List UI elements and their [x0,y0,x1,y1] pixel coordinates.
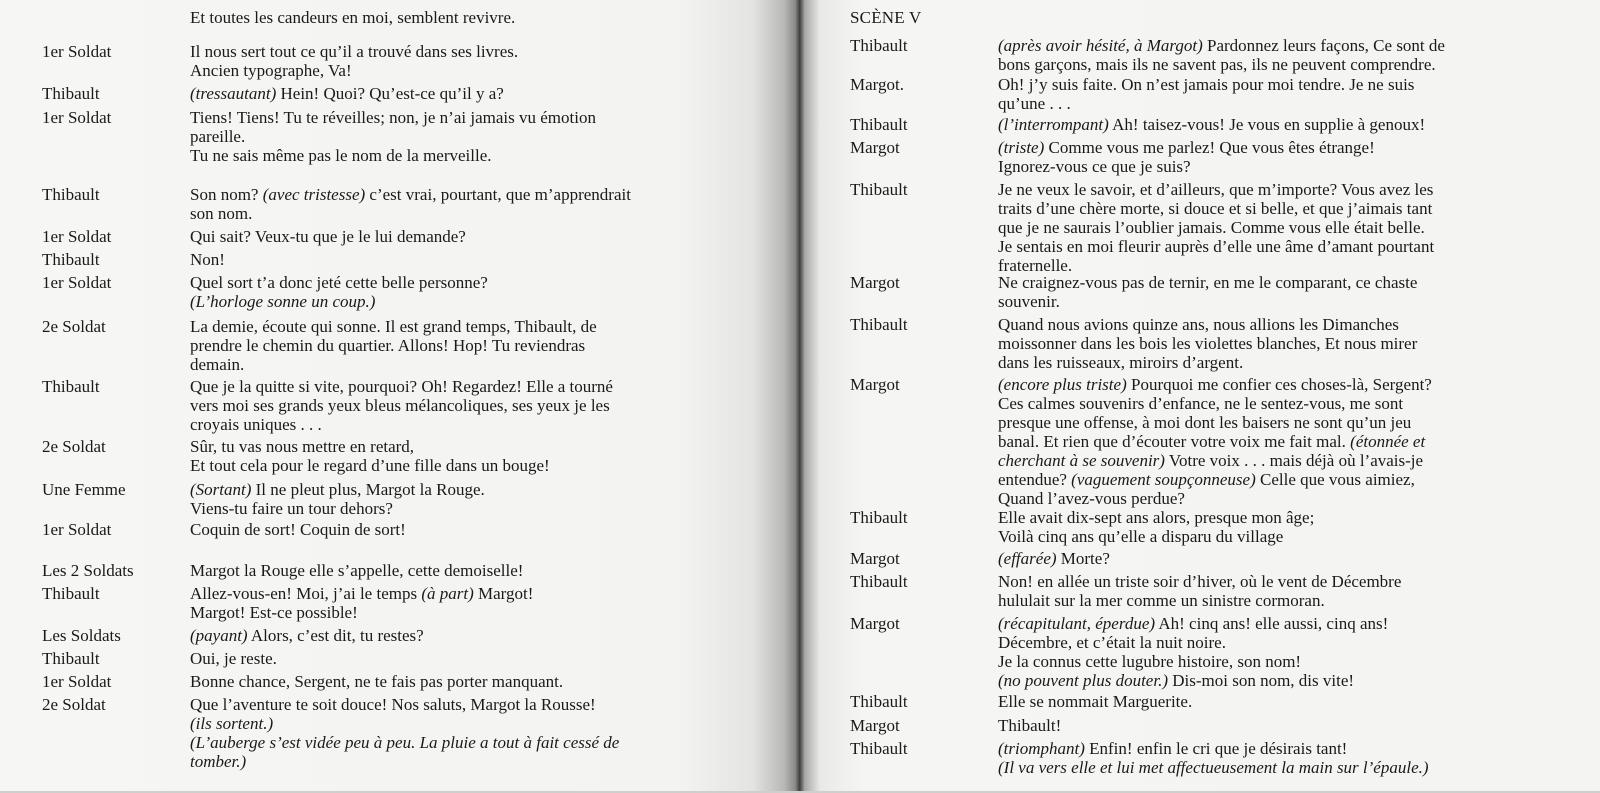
speaker-name: Margot [850,614,900,633]
spoken-text: Que l’aventure te soit douce! Nos saluts, Margot la Rousse! [190,695,596,714]
speaker-name: Thibault [850,115,908,134]
speaker-name: Thibault [42,84,100,103]
stage-direction: (l’interrompant) [998,115,1109,134]
speech-text [998,75,1538,113]
speaker-name: Une Femme [42,480,126,499]
speech-text [998,36,1538,74]
spoken-text: Ne craignez-vous pas de ternir, en me le comparant, ce chaste souvenir. [998,273,1418,311]
speaker-name: Thibault [850,739,908,758]
speech-text [190,649,750,668]
speaker-name: Margot. [850,75,904,94]
spoken-text: Margot la Rouge elle s’appelle, cette demoiselle! [190,561,524,580]
spoken-text: Dis-moi son nom, dis vite! [1167,671,1355,690]
spoken-text: Margot! Margot! Est-ce possible! [190,584,534,622]
spoken-text: Il nous sert tout ce qu’il a trouvé dans ses livres. Ancien typographe, Va! [190,42,519,80]
speaker-name: Thibault [42,584,100,603]
spoken-text: Son nom? [190,185,263,204]
spoken-text: Thibault! [998,716,1062,735]
speaker-name: Margot [850,549,900,568]
speech-text [190,437,750,475]
speech-text [190,561,750,580]
speaker-name: Thibault [850,36,908,55]
stage-direction: (triste) [998,138,1045,157]
stage-direction: (payant) [190,626,248,645]
spoken-text: Elle se nommait Marguerite. [998,692,1193,711]
speech-text [190,108,750,165]
spoken-text: Ah! cinq ans! elle aussi, cinq ans! Décembre, et c’était la nuit noire. Je la connus cette lugubre histoire, son nom! [998,614,1389,671]
spoken-text: Ah! taisez-vous! Je vous en supplie à genoux! [1108,115,1426,134]
speaker-name: Thibault [42,250,100,269]
stage-direction: (L’horloge sonne un coup.) [190,292,376,311]
speech-text [190,227,750,246]
stage-direction: (récapitulant, éperdue) [998,614,1156,633]
stage-direction: (étonnée et cherchant à se souvenir) [998,432,1426,470]
spoken-text: Alors, c’est dit, tu restes? [247,626,424,645]
speech-text [190,584,750,622]
stage-direction: (ils sortent.) (L’auberge s’est vidée peu à peu. La pluie a tout à fait cessé de tomber.) [190,714,620,771]
speech-text [998,692,1538,711]
spoken-text: Oui, je reste. [190,649,277,668]
speaker-name: Thibault [42,377,100,396]
spoken-text: Enfin! enfin le cri que je désirais tant! [1089,739,1348,758]
speaker-name: 1er Soldat [42,227,112,246]
speech-text [998,375,1538,508]
speaker-name: Thibault [42,649,100,668]
speech-text [190,672,750,691]
spoken-text: Bonne chance, Sergent, ne te fais pas porter manquant. [190,672,564,691]
spoken-text: Votre voix . . . mais déjà où l’avais-je entendue? [998,451,1424,489]
stage-direction: (effarée) [998,549,1057,568]
spoken-text: La demie, écoute qui sonne. Il est grand temps, Thibault, de prendre le chemin du quartier. Allons! Hop! Tu reviendras demain. [190,317,597,374]
speech-text [190,695,750,771]
speech-text [190,8,750,27]
speaker-name: Thibault [850,692,908,711]
speech-text [998,180,1538,275]
speaker-name: Margot [850,716,900,735]
speaker-name: Thibault [850,180,908,199]
speech-text [998,549,1538,568]
speaker-name: 1er Soldat [42,672,112,691]
scene-heading: SCÈNE V [850,8,922,27]
speech-text [998,614,1538,690]
speech-text [998,716,1538,735]
speaker-name: Thibault [850,572,908,591]
stage-direction: (avec tristesse) [262,185,366,204]
spoken-text: Pardonnez leurs façons, Ce sont de bons garçons, mais ils ne savent pas, ils ne peuvent comprendre. [998,36,1445,74]
spoken-text: Coquin de sort! Coquin de sort! [190,520,406,539]
speech-text [998,572,1538,610]
spoken-text: Il ne pleut plus, Margot la Rouge. Viens-tu faire un tour dehors? [190,480,485,518]
speech-text [190,520,750,539]
speech-text [998,315,1538,372]
spoken-text: Celle que vous aimiez, Quand l’avez-vous perdue? [998,470,1415,508]
spoken-text: Tiens! Tiens! Tu te réveilles; non, je n’ai jamais vu émotion pareille. Tu ne sais même pas le nom de la merveille. [190,108,596,165]
spoken-text: Non! [190,250,225,269]
stage-direction: (à part) [421,584,474,603]
speaker-name: Margot [850,375,900,394]
spoken-text: Non! en allée un triste soir d’hiver, où le vent de Décembre hululait sur la mer comme un sinistre cormoran. [998,572,1402,610]
speaker-name: Thibault [850,315,908,334]
speaker-name: 1er Soldat [42,42,112,61]
speech-text [998,115,1538,134]
stage-direction: (vaguement soupçonneuse) [1071,470,1256,489]
speaker-name: 1er Soldat [42,108,112,127]
spoken-text: Elle avait dix-sept ans alors, presque mon âge; Voilà cinq ans qu’elle a disparu du village [998,508,1315,546]
spoken-text: Que je la quitte si vite, pourquoi? Oh! Regardez! Elle a tourné vers moi ses grands yeux bleus mélancoliques, ses yeux je les croyais uniques . . . [190,377,613,434]
speech-text [998,508,1538,546]
speech-text [190,84,750,103]
spoken-text: Sûr, tu vas nous mettre en retard, Et tout cela pour le regard d’une fille dans un bouge! [190,437,550,475]
spoken-text: Et toutes les candeurs en moi, semblent revivre. [190,8,516,27]
spoken-text: Comme vous me parlez! Que vous êtes étrange! Ignorez-vous ce que je suis? [998,138,1375,176]
speech-text [998,739,1538,777]
speaker-name: Thibault [42,185,100,204]
speaker-name: Thibault [850,508,908,527]
spoken-text: Morte? [1056,549,1110,568]
stage-direction: (Il va vers elle et lui met affectueusement la main sur l’épaule.) [998,758,1429,777]
speech-text [190,250,750,269]
speech-text [190,317,750,374]
speech-text [190,185,750,223]
spoken-text: Allez-vous-en! Moi, j’ai le temps [190,584,422,603]
stage-direction: (tressautant) [190,84,277,103]
speaker-name: 1er Soldat [42,273,112,292]
speech-text [190,42,750,80]
stage-direction: (triomphant) [998,739,1085,758]
speech-text [190,377,750,434]
speech-text [998,273,1538,311]
spoken-text: Je ne veux le savoir, et d’ailleurs, que m’importe? Vous avez les traits d’une chère morte, si douce et si belle, et que j’aimais tant que je ne saurais l’oublier jamais. Comme vous elle était belle. Je sentais en moi fleurir auprès d’elle une âme d’amant pourtant fraternelle. [998,180,1435,275]
spoken-text: Quel sort t’a donc jeté cette belle personne? [190,273,488,292]
speaker-name: Les Soldats [42,626,121,645]
spoken-text: Oh! j’y suis faite. On n’est jamais pour moi tendre. Je ne suis qu’une . . . [998,75,1415,113]
speaker-name: 2e Soldat [42,317,106,336]
speech-text [190,273,750,311]
spoken-text: Pourquoi me confier ces choses-là, Sergent? Ces calmes souvenirs d’enfance, ne le sentez-vous, me sont presque une offense, à moi dont les baisers ne sont qu’un jeu banal. Et rien que d’écouter votre voix me fait mal. [998,375,1432,451]
speaker-name: 2e Soldat [42,437,106,456]
speaker-name: 1er Soldat [42,520,112,539]
stage-direction: (no pouvent plus douter.) [998,671,1168,690]
right-page [800,0,1600,793]
spoken-text: Qui sait? Veux-tu que je le lui demande? [190,227,466,246]
spoken-text: c’est vrai, pourtant, que m’apprendrait son nom. [190,185,631,223]
speech-text [190,626,750,645]
spoken-text: Quand nous avions quinze ans, nous allions les Dimanches moissonner dans les bois les violettes blanches, Et nous mirer dans les ruisseaux, miroirs d’argent. [998,315,1418,372]
speaker-name: Margot [850,138,900,157]
speaker-name: Margot [850,273,900,292]
stage-direction: (encore plus triste) [998,375,1127,394]
speaker-name: 2e Soldat [42,695,106,714]
stage-direction: (après avoir hésité, à Margot) [998,36,1203,55]
stage-direction: (Sortant) [190,480,252,499]
speech-text [998,138,1538,176]
speaker-name: Les 2 Soldats [42,561,134,580]
speech-text [190,480,750,518]
spoken-text: Hein! Quoi? Qu’est-ce qu’il y a? [276,84,504,103]
